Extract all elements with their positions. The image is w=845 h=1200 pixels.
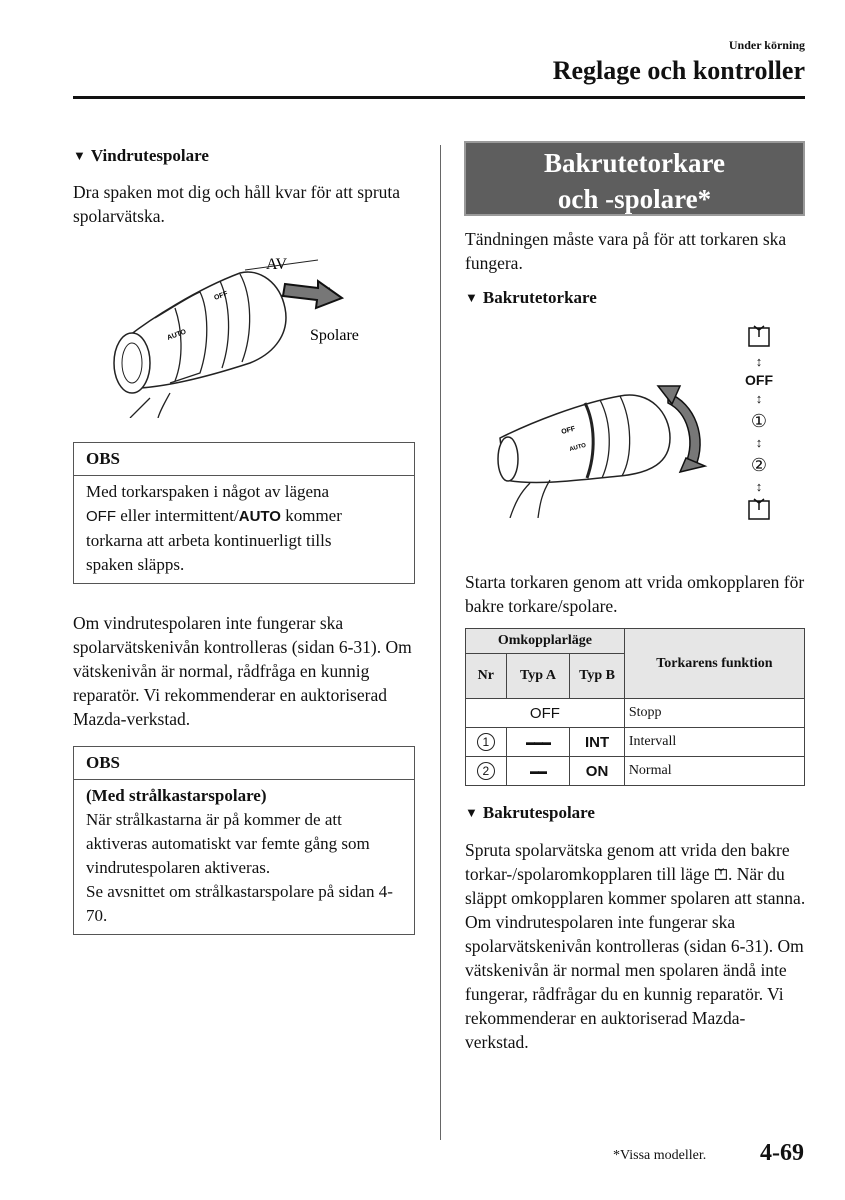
table-cell-type-b: INT: [570, 728, 625, 757]
note-line: [86, 504, 402, 529]
note-line: Med torkarspaken i något av lägena: [86, 482, 330, 501]
note-body: [74, 476, 414, 583]
arrow-icon: ↕: [755, 354, 763, 369]
page-title: Reglage och kontroller: [552, 56, 805, 85]
table-cell-function: Intervall: [624, 728, 804, 757]
arrow-icon: ↕: [755, 479, 763, 494]
auto-symbol: AUTO: [238, 508, 281, 525]
arrow-icon: ↕: [755, 435, 763, 450]
table-row: [466, 757, 805, 786]
note-text: Se avsnittet om strålkastarspolare på sidan 4-70.: [86, 882, 393, 925]
position-2: ②: [750, 455, 768, 475]
position-1: ①: [750, 411, 768, 431]
front-wiper-lever-figure: [80, 248, 380, 418]
lever-auto-label: AUTO: [166, 328, 188, 342]
table-header-type-b: Typ B: [570, 654, 625, 699]
rear-wiper-instruction: Starta torkaren genom att vrida omkopplaren för bakre torkare/spolare.: [465, 572, 805, 616]
note-text: kommer: [280, 506, 342, 525]
page-number: 4-69: [760, 1140, 804, 1166]
note-title: OBS: [74, 747, 414, 780]
table-cell-type-a: ▬▬▬: [506, 728, 570, 757]
arrow-icon: ↕: [755, 391, 763, 406]
off-symbol: OFF: [86, 508, 116, 525]
washer-icon: [714, 867, 728, 881]
note-line: spaken släpps.: [86, 555, 185, 574]
rear-wiper-lever-figure: [490, 368, 725, 518]
rear-washer-heading: ▼ Bakrutespolare: [465, 803, 595, 822]
note-box-2: [73, 746, 415, 935]
rear-washer-text-part: Spruta spolarvätska genom att vrida den bakre torkar-/spolaromkopplaren till läge: [465, 840, 790, 884]
position-off: OFF: [745, 372, 773, 388]
table-cell-function: Stopp: [624, 699, 804, 728]
rear-washer-troubleshoot: Om vindrutespolaren inte fungerar ska spolarvätskenivån kontrolleras (sidan 6-31). Om vätskenivån är normal men spolaren ändå inte fungerar, rådfrågar du en kunnig reparatör. Vi rekommenderar en auktoriserad Mazda-verkstad.: [465, 912, 804, 1052]
table-cell-position: OFF: [466, 699, 625, 728]
windshield-washer-heading: ▼ Vindrutespolare: [73, 146, 209, 165]
banner-line: och -spolare*: [557, 184, 712, 214]
rear-wiper-heading: ▼ Bakrutetorkare: [465, 288, 597, 307]
rear-washer-text: [465, 838, 807, 1054]
table-cell-nr: 2: [477, 762, 495, 780]
triangle-bullet-icon: ▼: [465, 290, 478, 305]
rotate-arrow-icon: [668, 393, 700, 468]
rear-washer-text-part: . När du släppt omkopplaren kommer spolaren att stanna.: [465, 864, 806, 908]
washer-icon: [746, 496, 772, 522]
table-group-header: Omkopplarläge: [466, 629, 625, 654]
note-text: eller intermittent/: [116, 506, 239, 525]
banner-line: Bakrutetorkare: [544, 148, 725, 178]
table-row: [466, 728, 805, 757]
table-cell-nr: 1: [477, 733, 495, 751]
note-text: När strålkastarna är på kommer de att aktiveras automatiskt var femte gång som vindrutespolaren aktiveras.: [86, 810, 370, 877]
footnote: *Vissa modeller.: [613, 1148, 707, 1163]
lever-off-label: OFF: [213, 290, 229, 302]
washer-position-label: Spolare: [310, 327, 359, 344]
section-banner: [464, 141, 805, 216]
pull-arrow-icon: [283, 281, 342, 308]
switch-position-table: [465, 628, 805, 786]
table-row: [466, 699, 805, 728]
note-title: OBS: [74, 443, 414, 476]
note-body: [74, 780, 414, 934]
lever-auto-label: AUTO: [568, 442, 587, 453]
position-legend: [742, 323, 776, 527]
triangle-bullet-icon: ▼: [73, 148, 86, 163]
table-cell-function: Normal: [624, 757, 804, 786]
windshield-washer-text: Dra spaken mot dig och håll kvar för att spruta spolarvätska.: [73, 182, 401, 226]
section-label: Under körning: [728, 38, 805, 52]
column-divider: [440, 145, 441, 1140]
note-line: torkarna att arbeta kontinuerligt tills: [86, 531, 332, 550]
table-cell-type-b: ON: [570, 757, 625, 786]
lever-off-label: OFF: [560, 425, 577, 436]
header-rule: [73, 96, 805, 99]
washer-icon: [746, 323, 772, 349]
table-header-type-a: Typ A: [506, 654, 570, 699]
table-header-function: Torkarens funktion: [624, 629, 804, 699]
note-subtitle: (Med strålkastarspolare): [86, 786, 267, 805]
table-header-nr: Nr: [466, 654, 507, 699]
off-position-label: AV: [266, 256, 288, 273]
washer-troubleshoot-text: Om vindrutespolaren inte fungerar ska spolarvätskenivån kontrolleras (sidan 6-31). Om vätskenivån är normal, rådfråga en kunnig reparatör. Vi rekommenderar en auktoriserad Mazda-verkstad.: [73, 613, 412, 729]
note-box-1: [73, 442, 415, 584]
ignition-intro: Tändningen måste vara på för att torkaren ska fungera.: [465, 229, 787, 273]
triangle-bullet-icon: ▼: [465, 805, 478, 820]
table-cell-type-a: ▬▬: [506, 757, 570, 786]
